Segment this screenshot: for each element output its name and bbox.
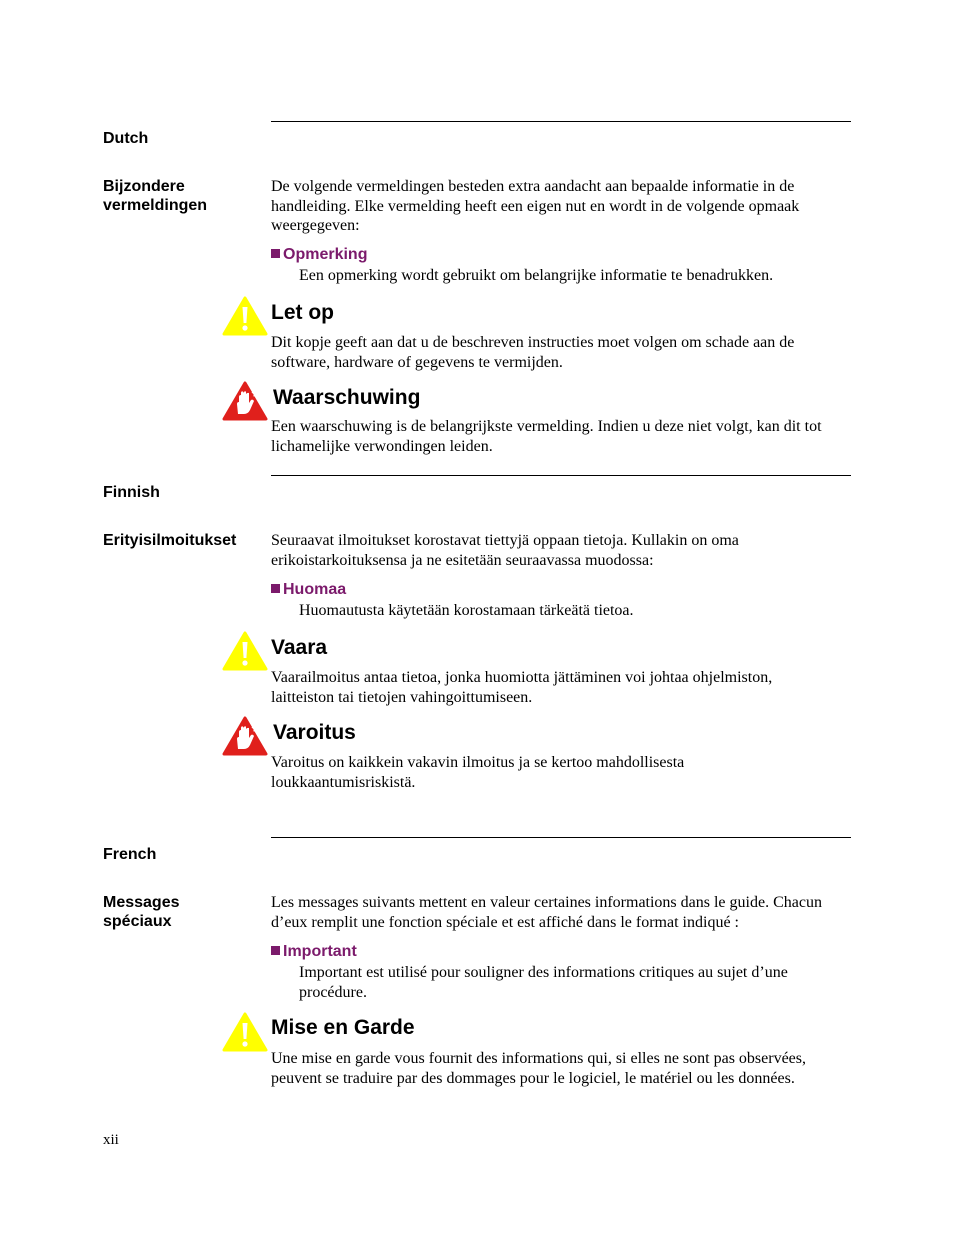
note-heading-dutch (271, 246, 367, 264)
intro-text-finnish: Seuraavat ilmoitukset korostavat tiettyjä oppaan tietoja. Kullakin on oma erikoistarkoituksensa ja ne esitetään seuraavassa muodossa: (271, 532, 739, 569)
side-heading-line: Erityisilmoitukset (103, 532, 237, 549)
caution-exclamation-icon (222, 1012, 268, 1052)
intro-text-french: Les messages suivants mettent en valeur certaines informations dans le guide. Chacun d’eux remplit une fonction spéciale et est affiché dans le format indiqué : (271, 894, 822, 931)
page-number: xii (103, 1132, 119, 1148)
language-heading-french: French (103, 846, 157, 863)
language-heading-dutch: Dutch (103, 130, 149, 147)
note-bullet-icon (271, 584, 280, 593)
warning-title-finnish: Varoitus (273, 721, 356, 744)
caution-title-finnish: Vaara (271, 636, 328, 659)
caution-text-french: Une mise en garde vous fournit des informations qui, si elles ne sont pas observées, peuvent se traduire par des dommages pour le logiciel, le matériel ou les données. (271, 1050, 806, 1087)
section-divider-dutch (271, 121, 851, 122)
side-heading-dutch (103, 177, 207, 215)
caution-text-dutch: Dit kopje geeft aan dat u de beschreven instructies moet volgen om schade aan de software, hardware of gegevens te vermijden. (271, 334, 795, 371)
caution-exclamation-icon (222, 631, 268, 671)
side-heading-line: spéciaux (103, 913, 172, 930)
caution-text-finnish: Vaarailmoitus antaa tietoa, jonka huomiotta jättäminen voi johtaa ohjelmiston, laitteiston tai tietojen vahingoittumiseen. (271, 669, 773, 706)
note-heading-french (271, 943, 357, 961)
language-heading-finnish: Finnish (103, 484, 160, 501)
note-text-french: Important est utilisé pour souligner des informations critiques au sujet d’une procédure. (299, 964, 788, 1001)
note-text-finnish: Huomautusta käytetään korostamaan tärkeätä tietoa. (299, 602, 634, 619)
note-title: Opmerking (283, 246, 368, 263)
warning-title-dutch: Waarschuwing (273, 386, 421, 409)
note-title: Important (283, 943, 357, 960)
side-heading-line: vermeldingen (103, 197, 208, 214)
section-divider-french (271, 837, 851, 838)
note-bullet-icon (271, 946, 280, 955)
section-divider-finnish (271, 475, 851, 476)
note-text-dutch: Een opmerking wordt gebruikt om belangrijke informatie te benadrukken. (299, 267, 774, 284)
side-heading-french (103, 893, 180, 931)
note-bullet-icon (271, 249, 280, 258)
caution-title-french: Mise en Garde (271, 1016, 415, 1039)
side-heading-line: Bijzondere (103, 178, 185, 195)
caution-exclamation-icon (222, 296, 268, 336)
warning-hand-icon (222, 381, 268, 421)
side-heading-finnish (103, 531, 236, 550)
note-title: Huomaa (283, 581, 347, 598)
warning-text-dutch: Een waarschuwing is de belangrijkste vermelding. Indien u deze niet volgt, kan dit tot lichamelijke verwondingen leiden. (271, 418, 822, 455)
side-heading-line: Messages (103, 894, 180, 911)
warning-hand-icon (222, 716, 268, 756)
intro-text-dutch: De volgende vermeldingen besteden extra aandacht aan bepaalde informatie in de handleiding. Elke vermelding heeft een eigen nut en wordt in de volgende opmaak weergegeven: (271, 178, 800, 234)
note-heading-finnish (271, 581, 346, 599)
warning-text-finnish: Varoitus on kaikkein vakavin ilmoitus ja se kertoo mahdollisesta loukkaantumisriskistä. (271, 754, 685, 791)
caution-title-dutch: Let op (271, 301, 334, 324)
